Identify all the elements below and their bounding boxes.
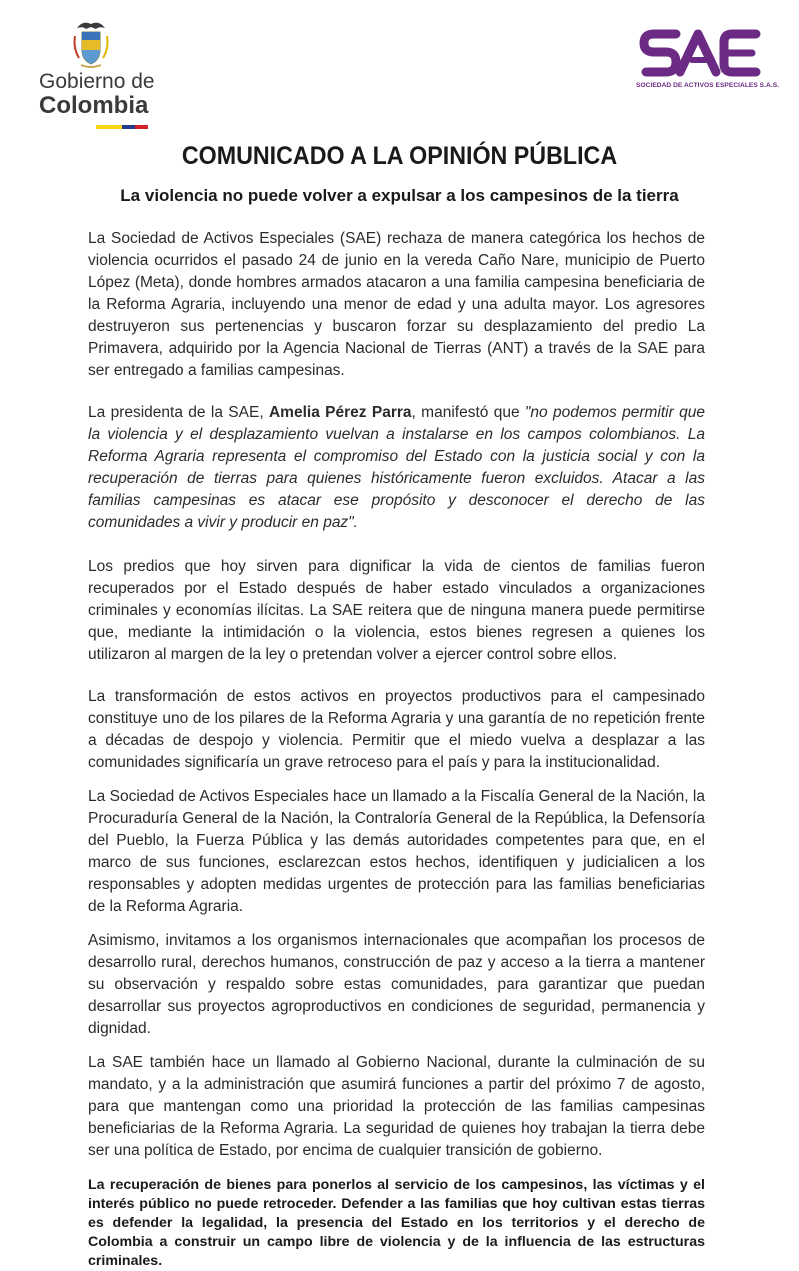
gov-logo-line1: Gobierno de [39, 70, 155, 93]
sae-logo-subtitle: SOCIEDAD DE ACTIVOS ESPECIALES S.A.S. [636, 82, 780, 89]
president-name: Amelia Pérez Parra [268, 404, 412, 421]
paragraph-1: La Sociedad de Activos Especiales (SAE) rechaza de manera categórica los hechos de violencia ocurridos el pasado 24 de junio en la vereda Caño Nare, municipio de Puerto López (Meta), donde hombres armados atacaron a una familia campesina beneficiaria de la Reforma Agraria, incluyendo una menor de edad y una adulta mayor. Los agresores destruyeron sus pertenencias y buscaron forzar su desplazamiento del predio La Primavera, adquirido por la Agencia Nacional de Tierras (ANT) a través de la SAE para ser entregado a familias campesinas. [88, 230, 705, 379]
president-quote: "no podemos permitir que la violencia y el desplazamiento vuelvan a instalarse en los campos colombianos. La Reforma Agraria representa el compromiso del Estado con la justicia social y con la recuperación de tierras para quienes históricamente fueron excluidos. Atacar a las familias campesinas es atacar ese propósito y desconocer el derecho de las comunidades a vivir y producir en paz". [88, 404, 705, 531]
paragraph-4: La transformación de estos activos en proyectos productivos para el campesinado constituye uno de los pilares de la Reforma Agraria y una garantía de no repetición frente a décadas de despojo y violencia. Permitir que el miedo vuelva a desplazar a las comunidades significaría un grave retroceso para el país y para la institucionalidad. [88, 688, 705, 771]
paragraph-2-mid: , manifestó que [411, 404, 525, 421]
paragraph-3: Los predios que hoy sirven para dignificar la vida de cientos de familias fueron recuperados por el Estado después de haber estado vinculados a organizaciones criminales y economías ilícitas. La SAE reitera que de ninguna manera puede permitirse que, mediante la intimidación o la violencia, estos bienes regresen a quienes los utilizaron al margen de la ley o pretendan volver a ejercer control sobre ellos. [88, 558, 705, 663]
colombia-flag-stripe [96, 125, 148, 129]
sae-wordmark-icon [636, 22, 766, 82]
header [0, 0, 799, 130]
gov-logo-line2: Colombia [39, 92, 149, 119]
paragraph-5: La Sociedad de Activos Especiales hace un llamado a la Fiscalía General de la Nación, la Procuraduría General de la Nación, la Contraloría General de la República, la Defensoría del Pueblo, la Fuerza Pública y las demás autoridades competentes para que, en el marco de sus funciones, esclarezcan estos hechos, identifiquen y judicialicen a los responsables y adopten medidas urgentes de protección para las familias beneficiarias de la Reforma Agraria. [88, 788, 705, 915]
paragraph-6: Asimismo, invitamos a los organismos internacionales que acompañan los procesos de desarrollo rural, derechos humanos, construcción de paz y acceso a la tierra a mantener su observación y respaldo sobre estas comunidades, para garantizar que puedan desarrollar sus proyectos agroproductivos en condiciones de seguridad, permanencia y dignidad. [88, 932, 705, 1037]
paragraph-7: La SAE también hace un llamado al Gobierno Nacional, durante la culminación de su mandato, y a la administración que asumirá funciones a partir del próximo 7 de agosto, para que mantengan como una prioridad la protección de las familias campesinas beneficiarias de la Reforma Agraria. La seguridad de quienes hoy trabajan la tierra debe ser una política de Estado, por encima de cualquier transición de gobierno. [88, 1054, 705, 1159]
paragraph-2 [88, 402, 705, 534]
colombia-coat-of-arms-icon [69, 18, 113, 70]
paragraph-2-intro: La presidenta de la SAE, [88, 404, 269, 421]
closing-statement: La recuperación de bienes para ponerlos al servicio de los campesinos, las víctimas y el interés público no puede retroceder. Defender a las familias que hoy cultivan estas tierras es defender la legalidad, la presencia del Estado en los territorios y el derecho de Colombia a construir un campo libre de violencia y de la influencia de las estructuras criminales. [88, 1177, 705, 1269]
document-title: COMUNICADO A LA OPINIÓN PÚBLICA [181, 142, 618, 170]
document-subtitle: La violencia no puede volver a expulsar a los campesinos de la tierra [120, 186, 679, 205]
gobierno-de-colombia-logo [36, 18, 156, 128]
sae-logo [636, 22, 780, 104]
document-body [88, 228, 705, 1271]
